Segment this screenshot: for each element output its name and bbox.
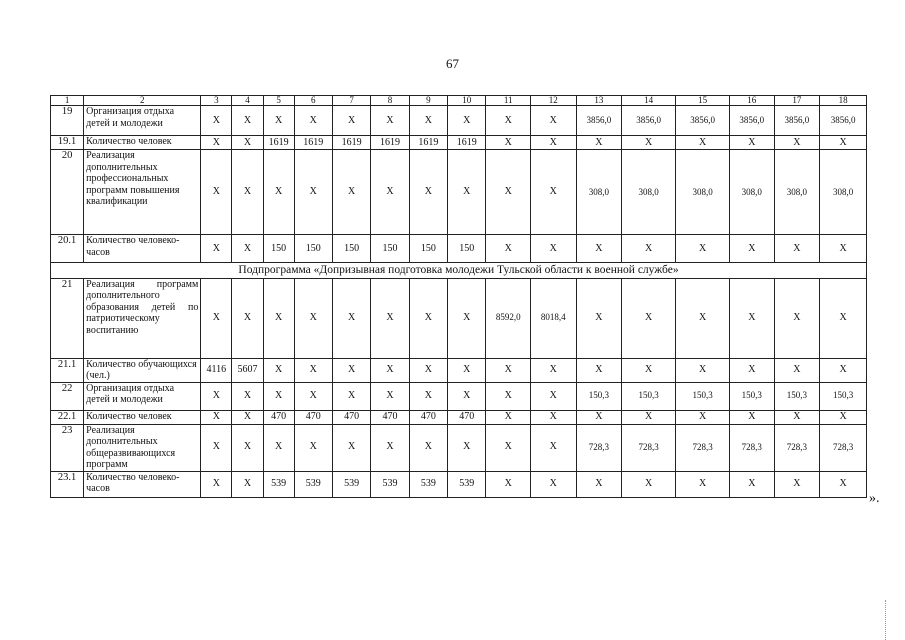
column-number-9: 9 [409,96,447,106]
program-table [50,95,867,498]
cell-value: X [530,382,576,410]
cell-value: X [232,424,263,471]
cell-value: X [294,382,332,410]
cell-value: 308,0 [730,150,775,235]
cell-value: X [448,358,486,382]
column-number-11: 11 [486,96,531,106]
cell-value: X [730,278,775,358]
cell-value: 539 [294,471,332,497]
cell-value: X [486,150,531,235]
cell-value: X [371,106,409,136]
cell-value: X [409,358,447,382]
cell-value: 728,3 [820,424,867,471]
cell-value: 3856,0 [576,106,622,136]
cell-value: 150 [409,235,447,263]
cell-value: X [730,136,775,150]
cell-value: X [676,410,730,424]
cell-value: 470 [371,410,409,424]
cell-value: X [232,235,263,263]
cell-value: X [576,136,622,150]
cell-value: X [774,136,820,150]
cell-value: X [294,424,332,471]
column-number-14: 14 [622,96,676,106]
cell-value: X [232,150,263,235]
column-number-8: 8 [371,96,409,106]
cell-value: X [409,382,447,410]
cell-value: 308,0 [820,150,867,235]
cell-value: 539 [448,471,486,497]
cell-value: X [371,382,409,410]
cell-value: X [486,382,531,410]
cell-value: X [263,150,294,235]
column-number-3: 3 [201,96,232,106]
cell-value: X [576,358,622,382]
column-number-1: 1 [51,96,84,106]
column-number-18: 18 [820,96,867,106]
cell-value: X [730,410,775,424]
cell-value: X [332,382,370,410]
row-number: 23 [51,424,84,471]
cell-value: X [263,278,294,358]
cell-value: X [774,278,820,358]
cell-value: X [486,424,531,471]
row-name: Количество человек [84,136,201,150]
cell-value: X [332,106,370,136]
cell-value: X [332,424,370,471]
cell-value: 3856,0 [730,106,775,136]
row-number: 23.1 [51,471,84,497]
cell-value: X [530,136,576,150]
cell-value: 308,0 [676,150,730,235]
column-number-10: 10 [448,96,486,106]
closing-quote: ». [869,491,880,506]
cell-value: X [201,382,232,410]
cell-value: X [201,471,232,497]
cell-value: 150 [371,235,409,263]
cell-value: X [486,358,531,382]
cell-value: X [486,235,531,263]
cell-value: X [332,358,370,382]
row-number: 20.1 [51,235,84,263]
cell-value: X [530,235,576,263]
cell-value: X [820,410,867,424]
cell-value: 150,3 [730,382,775,410]
cell-value: X [774,235,820,263]
cell-value: X [530,106,576,136]
cell-value: 539 [371,471,409,497]
column-number-row [51,96,867,106]
cell-value: 1619 [263,136,294,150]
table-row [51,471,867,497]
cell-value: 4116 [201,358,232,382]
cell-value: X [232,382,263,410]
cell-value: X [576,278,622,358]
column-number-12: 12 [530,96,576,106]
cell-value: 308,0 [576,150,622,235]
row-number: 21 [51,278,84,358]
cell-value: 3856,0 [820,106,867,136]
cell-value: X [263,106,294,136]
column-number-16: 16 [730,96,775,106]
cell-value: X [486,410,531,424]
row-name: Реализация дополнительных общеразвивающихся программ [84,424,201,471]
cell-value: X [448,106,486,136]
cell-value: X [371,358,409,382]
cell-value: 728,3 [774,424,820,471]
cell-value: 150,3 [774,382,820,410]
cell-value: 3856,0 [676,106,730,136]
cell-value: X [530,424,576,471]
cell-value: X [332,150,370,235]
cell-value: X [294,150,332,235]
cell-value: 308,0 [622,150,676,235]
row-number: 22 [51,382,84,410]
cell-value: 5607 [232,358,263,382]
cell-value: X [201,106,232,136]
cell-value: X [486,136,531,150]
cell-value: X [448,424,486,471]
cell-value: X [201,235,232,263]
table-row [51,136,867,150]
cell-value: X [201,424,232,471]
cell-value: 150 [294,235,332,263]
cell-value: X [622,136,676,150]
cell-value: 3856,0 [774,106,820,136]
margin-mark [885,600,887,640]
cell-value: X [622,278,676,358]
cell-value: 728,3 [622,424,676,471]
cell-value: X [232,136,263,150]
column-number-17: 17 [774,96,820,106]
cell-value: X [730,235,775,263]
cell-value: 470 [332,410,370,424]
column-number-2: 2 [84,96,201,106]
cell-value: X [576,410,622,424]
cell-value: X [448,382,486,410]
cell-value: X [622,410,676,424]
cell-value: X [201,278,232,358]
cell-value: X [530,150,576,235]
cell-value: 539 [409,471,447,497]
row-name: Реализация дополнительных профессиональных программ повышения квалификации [84,150,201,235]
cell-value: X [774,358,820,382]
row-number: 21.1 [51,358,84,382]
column-number-7: 7 [332,96,370,106]
cell-value: X [201,136,232,150]
column-number-4: 4 [232,96,263,106]
cell-value: X [730,358,775,382]
column-number-5: 5 [263,96,294,106]
cell-value: 470 [448,410,486,424]
cell-value: X [486,471,531,497]
table-row [51,235,867,263]
row-number: 20 [51,150,84,235]
cell-value: 150 [332,235,370,263]
cell-value: X [576,471,622,497]
cell-value: 728,3 [676,424,730,471]
cell-value: X [820,278,867,358]
cell-value: X [530,358,576,382]
cell-value: X [294,278,332,358]
row-name: Организация отдыха детей и молодежи [84,106,201,136]
cell-value: X [371,424,409,471]
row-name: Организация отдыха детей и молодежи [84,382,201,410]
cell-value: 150,3 [676,382,730,410]
row-number: 19 [51,106,84,136]
cell-value: X [774,410,820,424]
cell-value: X [820,358,867,382]
table-row [51,106,867,136]
cell-value: 3856,0 [622,106,676,136]
row-name: Количество человеко-часов [84,471,201,497]
cell-value: 728,3 [730,424,775,471]
row-name: Количество обучающихся (чел.) [84,358,201,382]
table-row [51,410,867,424]
cell-value: 150,3 [622,382,676,410]
cell-value: X [486,106,531,136]
cell-value: X [622,358,676,382]
table-row [51,150,867,235]
column-number-15: 15 [676,96,730,106]
cell-value: 8018,4 [530,278,576,358]
row-number: 22.1 [51,410,84,424]
table-row [51,278,867,358]
page-number: 67 [446,56,459,71]
cell-value: 1619 [332,136,370,150]
cell-value: 470 [409,410,447,424]
cell-value: 539 [263,471,294,497]
cell-value: X [263,382,294,410]
cell-value: X [409,150,447,235]
cell-value: X [232,471,263,497]
cell-value: X [448,150,486,235]
cell-value: 8592,0 [486,278,531,358]
cell-value: X [730,471,775,497]
cell-value: X [676,358,730,382]
cell-value: X [530,471,576,497]
cell-value: X [820,136,867,150]
cell-value: X [332,278,370,358]
cell-value: 470 [263,410,294,424]
cell-value: X [448,278,486,358]
cell-value: X [622,235,676,263]
cell-value: 308,0 [774,150,820,235]
cell-value: 728,3 [576,424,622,471]
cell-value: X [530,410,576,424]
cell-value: 150 [448,235,486,263]
cell-value: 1619 [294,136,332,150]
cell-value: X [371,278,409,358]
cell-value: 150,3 [576,382,622,410]
cell-value: X [409,278,447,358]
row-name: Реализация программ дополнительного образования детей по патриотическому воспитанию [84,278,201,358]
cell-value: X [232,410,263,424]
column-number-13: 13 [576,96,622,106]
row-name: Количество человек [84,410,201,424]
column-number-6: 6 [294,96,332,106]
cell-value: X [676,471,730,497]
cell-value: 470 [294,410,332,424]
cell-value: X [294,106,332,136]
cell-value: X [201,150,232,235]
cell-value: X [263,424,294,471]
row-number: 19.1 [51,136,84,150]
cell-value: 1619 [371,136,409,150]
cell-value: X [774,471,820,497]
cell-value: X [409,424,447,471]
cell-value: X [622,471,676,497]
table-row [51,424,867,471]
cell-value: 539 [332,471,370,497]
table-row [51,382,867,410]
cell-value: 1619 [409,136,447,150]
row-name: Количество человеко-часов [84,235,201,263]
cell-value: X [201,410,232,424]
cell-value: X [820,471,867,497]
cell-value: X [676,235,730,263]
table-row [51,358,867,382]
subprogram-row [51,263,867,278]
cell-value: 1619 [448,136,486,150]
cell-value: X [232,278,263,358]
cell-value: X [676,136,730,150]
cell-value: X [676,278,730,358]
cell-value: X [409,106,447,136]
cell-value: X [294,358,332,382]
subprogram-title: Подпрограмма «Допризывная подготовка молодежи Тульской области к военной службе» [51,263,867,278]
cell-value: 150,3 [820,382,867,410]
cell-value: X [232,106,263,136]
cell-value: X [371,150,409,235]
cell-value: X [263,358,294,382]
cell-value: 150 [263,235,294,263]
cell-value: X [820,235,867,263]
cell-value: X [576,235,622,263]
